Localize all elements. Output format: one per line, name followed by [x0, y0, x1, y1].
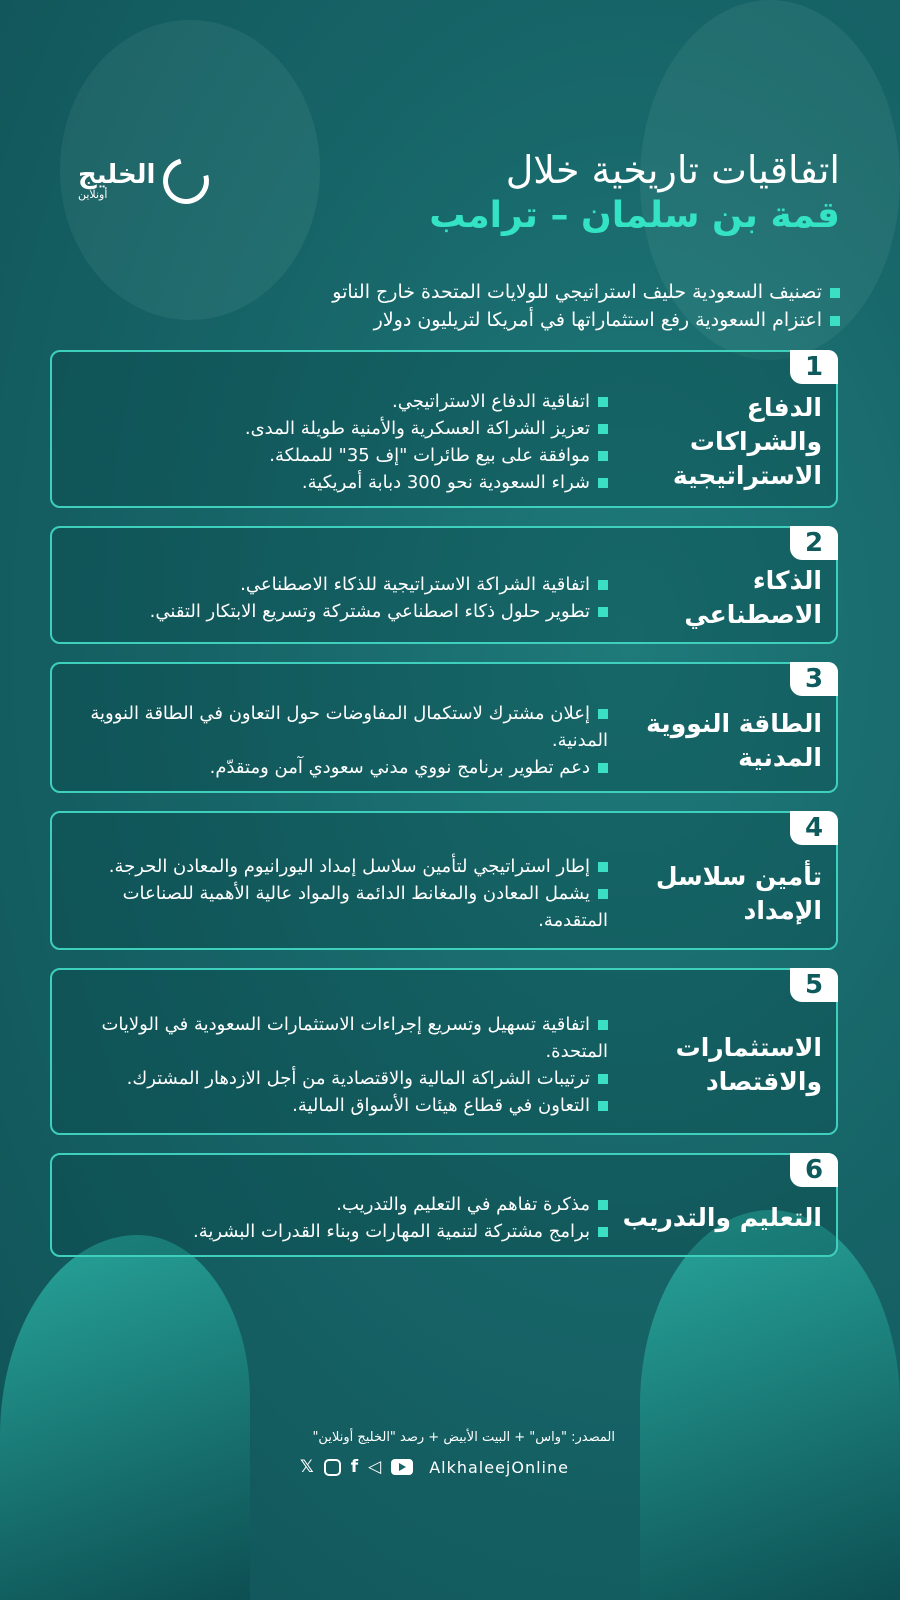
intro-item: [332, 306, 840, 334]
intro-text: اعتزام السعودية رفع استثماراتها في أمريكا لتريليون دولار: [373, 309, 822, 331]
section-card-5: [50, 968, 838, 1135]
bullet-square-icon: [598, 1020, 608, 1030]
intro-text: تصنيف السعودية حليف استراتيجي للولايات المتحدة خارج الناتو: [332, 281, 822, 303]
section-title: الاستثمارات والاقتصاد: [675, 1032, 822, 1096]
intro-list: [332, 278, 840, 334]
section-item-text: دعم تطوير برنامج نووي مدني سعودي آمن ومتقدّم.: [209, 757, 590, 778]
section-item-text: ترتيبات الشراكة المالية والاقتصادية من أجل الازدهار المشترك.: [126, 1067, 590, 1089]
x-icon[interactable]: 𝕏: [300, 1457, 314, 1477]
bullet-square-icon: [598, 709, 608, 719]
section-title: الطاقة النووية المدنية: [646, 708, 822, 772]
section-item: [66, 754, 608, 781]
section-card-3: [50, 662, 838, 793]
section-item: [66, 571, 608, 598]
section-item: [66, 880, 608, 934]
bullet-square-icon: [598, 397, 608, 407]
bullet-square-icon: [598, 763, 608, 773]
section-item-text: موافقة على بيع طائرات "إف 35" للمملكة.: [269, 445, 590, 466]
instagram-icon[interactable]: [324, 1459, 341, 1476]
bullet-square-icon: [598, 1074, 608, 1084]
section-item: [66, 1065, 608, 1092]
brand-logo: [78, 158, 209, 204]
section-title: الذكاء الاصطناعي: [684, 566, 822, 629]
section-number: 2: [790, 526, 838, 560]
section-item: [66, 415, 608, 442]
bullet-square-icon: [598, 478, 608, 488]
site-handle[interactable]: AlkhaleejOnline: [429, 1457, 569, 1477]
section-item: [66, 388, 608, 415]
section-items: [66, 700, 608, 781]
bullet-square-icon: [598, 607, 608, 617]
section-card-4: [50, 811, 838, 950]
section-items: [66, 388, 608, 496]
facebook-icon[interactable]: f: [350, 1457, 359, 1477]
bullet-square-icon: [598, 424, 608, 434]
section-item-text: اتفاقية الدفاع الاستراتيجي.: [392, 391, 590, 412]
section-item-text: يشمل المعادن والمغانط الدائمة والمواد عالية الأهمية للصناعات المتقدمة.: [122, 883, 608, 931]
section-item-text: اتفاقية الشراكة الاستراتيجية للذكاء الاصطناعي.: [240, 574, 590, 595]
section-item: [66, 469, 608, 496]
photo-mbs: [640, 1210, 900, 1600]
section-item-text: شراء السعودية نحو 300 دبابة أمريكية.: [301, 472, 590, 493]
section-item-text: برامج مشتركة لتنمية المهارات وبناء القدرات البشرية.: [192, 1221, 590, 1242]
logo-mark-icon: [155, 150, 218, 213]
section-item: [66, 853, 608, 880]
section-items: [66, 571, 608, 625]
title-line-2: قمة بن سلمان – ترامب: [429, 195, 840, 236]
section-item: [66, 1191, 608, 1218]
section-item: [66, 1011, 608, 1065]
photo-trump: [0, 1235, 250, 1600]
page-title: [429, 146, 840, 238]
section-card-2: [50, 526, 838, 644]
bullet-square-icon: [598, 451, 608, 461]
section-items: [66, 853, 608, 934]
sections-list: [50, 350, 838, 1257]
bullet-square-icon: [598, 889, 608, 899]
section-item: [66, 1092, 608, 1119]
section-item-text: التعاون في قطاع هيئات الأسواق المالية.: [292, 1094, 590, 1116]
source-text: المصدر: "واس" + البيت الأبيض + رصد "الخليج أونلاين": [312, 1430, 615, 1445]
intro-item: [332, 278, 840, 306]
section-items: [66, 1191, 608, 1245]
section-card-6: [50, 1153, 838, 1257]
title-line-1: اتفاقيات تاريخية خلال: [505, 148, 840, 192]
section-items: [66, 1011, 608, 1119]
section-number: 5: [790, 968, 838, 1002]
section-item-text: اتفاقية تسهيل وتسريع إجراءات الاستثمارات السعودية في الولايات المتحدة.: [101, 1013, 608, 1062]
telegram-icon[interactable]: ◁: [368, 1457, 382, 1477]
section-item: [66, 442, 608, 469]
section-title: التعليم والتدريب: [622, 1203, 822, 1232]
social-links: [255, 1457, 615, 1477]
logo-name: الخليج: [78, 159, 156, 190]
section-title: الدفاع والشراكات الاستراتيجية: [672, 393, 822, 490]
logo-sub: أونلاين: [78, 187, 108, 201]
section-card-1: [50, 350, 838, 508]
bullet-square-icon: [830, 316, 840, 326]
section-number: 1: [790, 350, 838, 384]
bullet-square-icon: [598, 1227, 608, 1237]
youtube-icon[interactable]: [391, 1459, 413, 1475]
bullet-square-icon: [598, 862, 608, 872]
section-item-text: مذكرة تفاهم في التعليم والتدريب.: [336, 1194, 590, 1215]
section-item: [66, 700, 608, 754]
footer: [255, 1430, 615, 1477]
section-number: 4: [790, 811, 838, 845]
section-item-text: تعزيز الشراكة العسكرية والأمنية طويلة المدى.: [244, 418, 590, 439]
bullet-square-icon: [598, 580, 608, 590]
section-item-text: تطوير حلول ذكاء اصطناعي مشتركة وتسريع الابتكار التقني.: [149, 601, 590, 622]
section-title: تأمين سلاسل الإمداد: [655, 861, 822, 925]
section-item: [66, 598, 608, 625]
section-number: 3: [790, 662, 838, 696]
section-number: 6: [790, 1153, 838, 1187]
section-item: [66, 1218, 608, 1245]
section-item-text: إعلان مشترك لاستكمال المفاوضات حول التعاون في الطاقة النووية المدنية.: [90, 703, 608, 751]
section-item-text: إطار استراتيجي لتأمين سلاسل إمداد اليورانيوم والمعادن الحرجة.: [108, 856, 590, 877]
bullet-square-icon: [830, 288, 840, 298]
bullet-square-icon: [598, 1200, 608, 1210]
bullet-square-icon: [598, 1101, 608, 1111]
